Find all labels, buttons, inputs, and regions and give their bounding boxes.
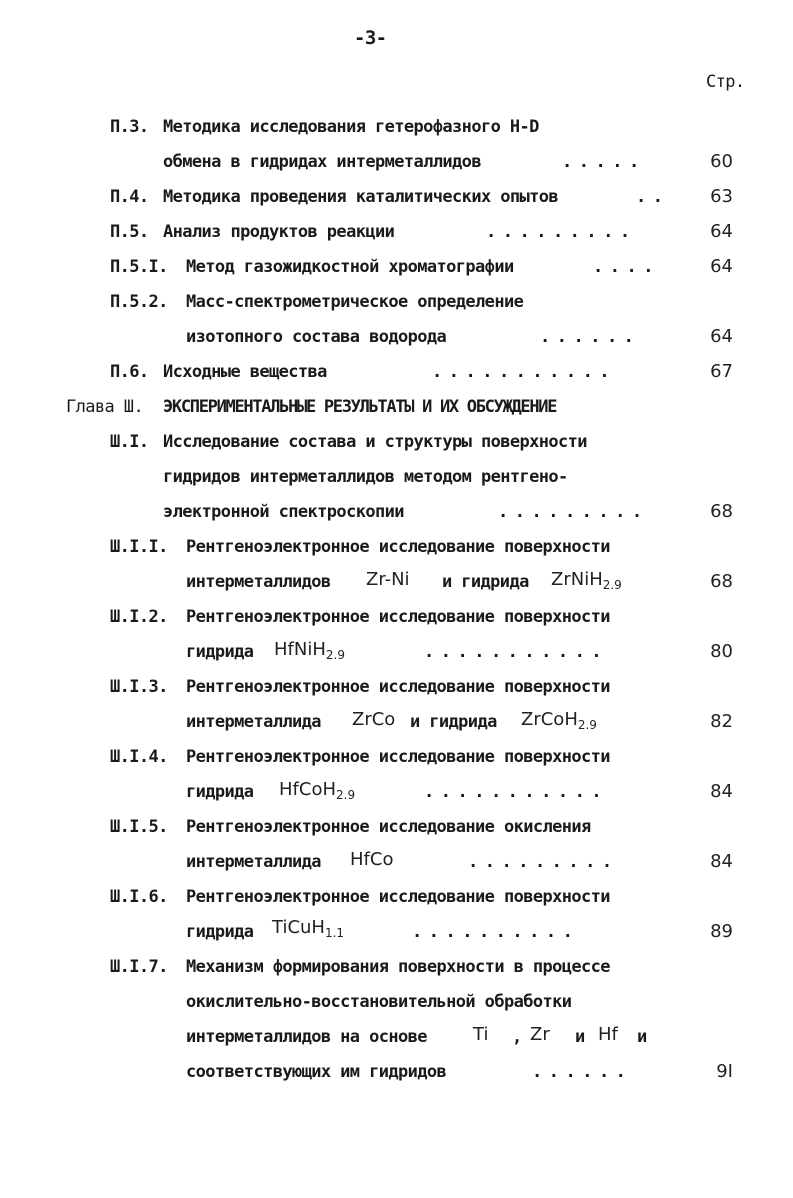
toc-page: 89 — [710, 921, 733, 942]
formula-zrcoh: ZrCoH$_{2.9}$ — [521, 709, 597, 732]
toc-leader-dots: ........... — [424, 782, 609, 802]
toc-conj-and: и — [575, 1027, 585, 1047]
toc-title-cont: окислительно-восстановительной обработки — [186, 992, 572, 1012]
toc-leader-dots: .... — [593, 257, 660, 277]
toc-leader-dots: ..... — [562, 152, 646, 172]
toc-page: 84 — [710, 781, 733, 802]
chapter-title: ЭКСПЕРИМЕНТАЛЬНЫЕ РЕЗУЛЬТАТЫ И ИХ ОБСУЖДЕНИЕ — [163, 397, 557, 417]
toc-title-cont: интерметаллида — [186, 712, 321, 732]
toc-number: Ш.I.4. — [110, 747, 168, 767]
toc-page: 82 — [710, 711, 733, 732]
toc-page: 64 — [710, 256, 733, 277]
formula-hf: Hf — [598, 1024, 618, 1045]
toc-title-cont: обмена в гидридах интерметаллидов — [163, 152, 481, 172]
formula-hfnih: HfNiH$_{2.9}$ — [274, 639, 345, 662]
toc-number: П.5.I. — [110, 257, 168, 277]
toc-title: Рентгеноэлектронное исследование поверхности — [186, 537, 610, 557]
toc-number: П.5.2. — [110, 292, 168, 312]
toc-conj-and: и — [637, 1027, 647, 1047]
toc-number: Ш.I.7. — [110, 957, 168, 977]
toc-number: Ш.I. — [110, 432, 149, 452]
toc-title-cont: интерметаллида — [186, 852, 321, 872]
toc-title: Рентгеноэлектронное исследование поверхности — [186, 607, 610, 627]
toc-page: 80 — [710, 641, 733, 662]
toc-page: 63 — [710, 186, 733, 207]
toc-punct-comma: , — [512, 1027, 522, 1047]
toc-title: Исследование состава и структуры поверхности — [163, 432, 587, 452]
toc-title-cont: интерметаллидов на основе — [186, 1027, 427, 1047]
toc-title: Анализ продуктов реакции — [163, 222, 395, 242]
toc-title: Рентгеноэлектронное исследование поверхности — [186, 677, 610, 697]
toc-title-cont: и гидрида — [410, 712, 497, 732]
formula-ticuh: TiCuH$_{1.1}$ — [272, 917, 345, 940]
toc-leader-dots: ......... — [498, 502, 649, 522]
toc-title-cont: гидрида — [186, 642, 254, 662]
toc-page: 68 — [710, 571, 733, 592]
toc-page: 9I — [716, 1061, 733, 1082]
toc-leader-dots: ...... — [540, 327, 641, 347]
toc-leader-dots: .. — [636, 187, 670, 207]
formula-zr: Zr — [530, 1024, 550, 1045]
toc-title-cont: гидрида — [186, 922, 254, 942]
toc-number: Ш.I.5. — [110, 817, 168, 837]
toc-title: Рентгеноэлектронное исследование окисления — [186, 817, 591, 837]
formula-zrnih: ZrNiH$_{2.9}$ — [551, 569, 622, 592]
toc-leader-dots: .......... — [412, 922, 580, 942]
toc-title: Исходные вещества — [163, 362, 327, 382]
toc-page: 84 — [710, 851, 733, 872]
toc-title: Методика исследования гетерофазного Н-D — [163, 117, 539, 137]
formula-zr-ni: Zr-Ni — [366, 569, 410, 590]
formula-ti: Ti — [473, 1024, 489, 1045]
toc-number: П.4. — [110, 187, 149, 207]
toc-leader-dots: ........... — [424, 642, 609, 662]
toc-page: 67 — [710, 361, 733, 382]
toc-leader-dots: ......... — [486, 222, 637, 242]
formula-zrco: ZrCo — [352, 709, 396, 730]
toc-title-cont: соответствующих им гидридов — [186, 1062, 447, 1082]
toc-title-cont: гидридов интерметаллидов методом рентгено- — [163, 467, 568, 487]
toc-title-cont: интерметаллидов — [186, 572, 331, 592]
toc-page: 60 — [710, 151, 733, 172]
toc-number: П.6. — [110, 362, 149, 382]
toc-title-cont: изотопного состава водорода — [186, 327, 447, 347]
formula-hfcoh: HfCoH$_{2.9}$ — [279, 779, 356, 802]
chapter-label: Глава Ш. — [66, 397, 144, 417]
toc-number: Ш.I.6. — [110, 887, 168, 907]
toc-number: Ш.I.3. — [110, 677, 168, 697]
toc-number: Ш.I.2. — [110, 607, 168, 627]
toc-title: Метод газожидкостной хроматографии — [186, 257, 514, 277]
page-number: -3- — [354, 27, 387, 49]
toc-title-cont: гидрида — [186, 782, 254, 802]
toc-page: 68 — [710, 501, 733, 522]
toc-title: Масс-спектрометрическое определение — [186, 292, 524, 312]
toc-title-cont: и гидрида — [442, 572, 529, 592]
toc-title-cont: электронной спектроскопии — [163, 502, 404, 522]
toc-page: 64 — [710, 221, 733, 242]
toc-title: Методика проведения каталитических опытов — [163, 187, 559, 207]
page-column-header: Стр. — [706, 72, 745, 92]
toc-number: Ш.I.I. — [110, 537, 168, 557]
toc-leader-dots: ...... — [532, 1062, 633, 1082]
toc-leader-dots: ......... — [468, 852, 619, 872]
toc-title: Рентгеноэлектронное исследование поверхности — [186, 887, 610, 907]
toc-leader-dots: ........... — [432, 362, 617, 382]
formula-hfco: HfCo — [350, 849, 394, 870]
toc-page: 64 — [710, 326, 733, 347]
toc-number: П.3. — [110, 117, 149, 137]
toc-title: Рентгеноэлектронное исследование поверхности — [186, 747, 610, 767]
toc-title: Механизм формирования поверхности в процессе — [186, 957, 610, 977]
toc-number: П.5. — [110, 222, 149, 242]
